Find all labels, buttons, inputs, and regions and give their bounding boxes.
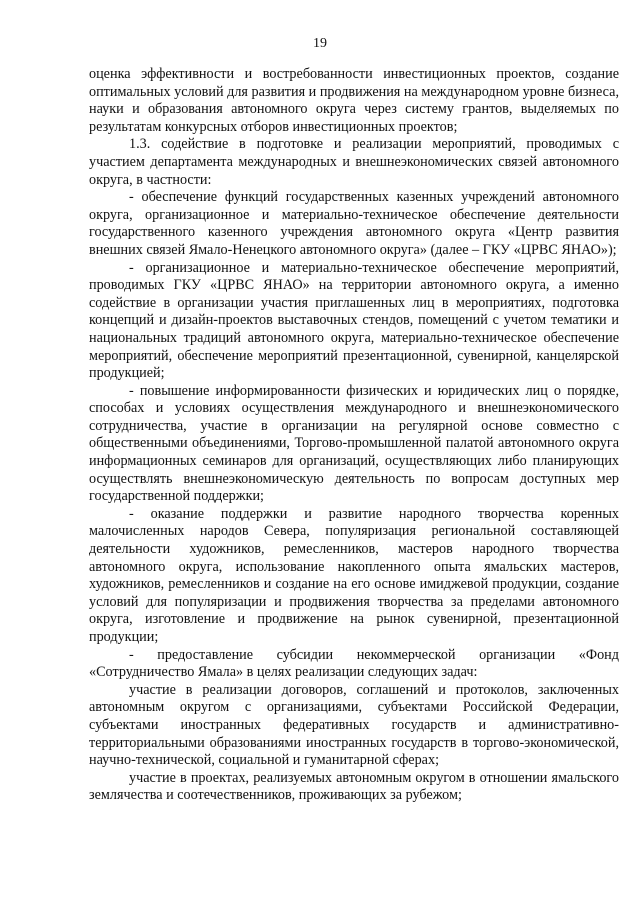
paragraph-events-support: - организационное и материально-техническое обеспечение мероприятий, проводимых ГКУ «ЦРВС ЯНАО» на территории автономного округа, а именно содействие в организации участия приглашенных лиц в мероприятиях, подготовка концепций и дизайн-проектов выставочных стендов, помещений с учетом тематики и национальных традиций автономного округа, материально-техническое обеспечение мероприятий, обеспечение мероприятий презентационной, сувенирной, канцелярской продукцией; bbox=[89, 259, 619, 382]
paragraph-state-institutions: - обеспечение функций государственных казенных учреждений автономного округа, организационное и материально-техническое обеспечение деятельности государственного казенного учреждения автономного округа «Центр развития внешних связей Ямало-Ненецкого автономного округа» (далее – ГКУ «ЦРВС ЯНАО»); bbox=[89, 189, 619, 258]
paragraph-section-1-3: 1.3. содействие в подготовке и реализации мероприятий, проводимых с участием департамента международных и внешнеэкономических связей автономного округа, в частности: bbox=[89, 136, 619, 188]
paragraph-agreements: участие в реализации договоров, соглашений и протоколов, заключенных автономным округом с организациями, субъектами Российской Федерации, субъектами иностранных федеративных государств и административно-территориальными образованиями иностранных государств в торгово-экономической, научно-технической, социальной и гуманитарной сферах; bbox=[89, 681, 619, 769]
paragraph-folk-art: - оказание поддержки и развитие народного творчества коренных малочисленных народов Севера, популяризация региональной составляющей деятельности художников, ремесленников, мастеров народного творчества автономного округа, использование накопленного опыта ямальских мастеров, художников, ремесленников и создание на его основе имиджевой продукции, создание условий для популяризации и продвижения творчества за пределами автономного округа, изготовление и продвижение на рынок сувенирной, презентационной продукции; bbox=[89, 505, 619, 645]
paragraph-subsidy: - предоставление субсидии некоммерческой организации «Фонд «Сотрудничество Ямала» в целях реализации следующих задач: bbox=[89, 646, 619, 681]
document-body bbox=[89, 66, 619, 805]
paragraph-compatriots: участие в проектах, реализуемых автономным округом в отношении ямальского землячества и соотечественников, проживающих за рубежом; bbox=[89, 769, 619, 804]
paragraph-awareness: - повышение информированности физических и юридических лиц о порядке, способах и условиях осуществления международного и внешнеэкономического сотрудничества, участие в организации на регулярной основе совместно с общественными объединениями, Торгово-промышленной палатой автономного округа информационных семинаров для организаций, осуществляющих либо планирующих осуществлять внешнеэкономическую деятельность по вопросам доступных мер государственной поддержки; bbox=[89, 382, 619, 505]
paragraph-grants: оценка эффективности и востребованности инвестиционных проектов, создание оптимальных условий для развития и продвижения на международном уровне бизнеса, науки и образования автономного округа через систему грантов, выделяемых по результатам конкурсных отборов инвестиционных проектов; bbox=[89, 66, 619, 135]
page-number: 19 bbox=[313, 36, 327, 51]
